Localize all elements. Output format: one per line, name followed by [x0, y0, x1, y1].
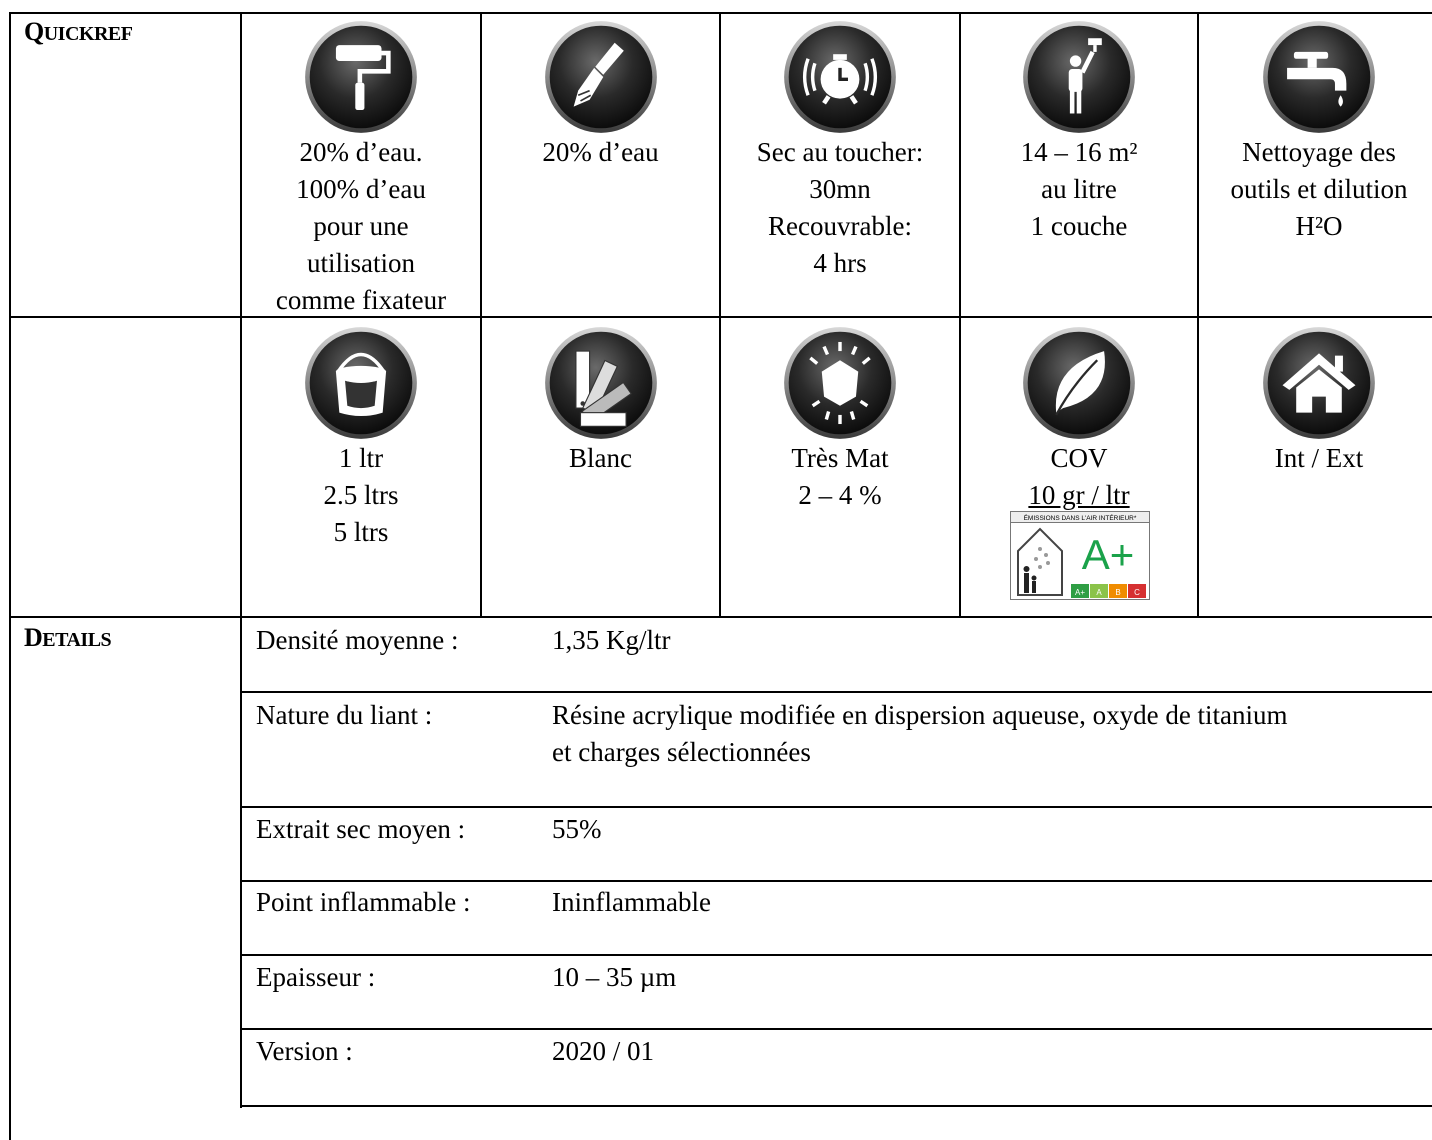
cell-line: 14 – 16 m²	[1020, 137, 1138, 167]
details-bottom-divider	[240, 1105, 1432, 1107]
detail-label-binder: Nature du liant :	[256, 700, 433, 730]
detail-label-version: Version :	[256, 1036, 353, 1066]
cell-line: 1 ltr	[338, 443, 384, 473]
cell-line: Très Mat	[791, 443, 889, 473]
water-tap-icon	[1262, 20, 1376, 134]
quickref-bottom-divider	[9, 616, 1432, 618]
cell-line: 5 ltrs	[333, 517, 389, 547]
cell-line: 20% d’eau.	[299, 137, 423, 167]
quickref-cell-finish	[721, 326, 959, 514]
matte-finish-icon	[783, 326, 897, 440]
detail-value-density: 1,35 Kg/ltr	[552, 625, 671, 655]
paint-brush-icon	[544, 20, 658, 134]
detail-value-thickness: 10 – 35 µm	[552, 962, 677, 992]
table-left-border	[9, 12, 11, 1140]
quickref-cell-use	[1199, 326, 1432, 477]
detail-value-dry-extract: 55%	[552, 814, 602, 844]
detail-value-flash-point: Ininflammable	[552, 887, 711, 917]
quickref-cell-coverage	[961, 20, 1197, 245]
cell-line: Blanc	[569, 443, 632, 473]
cell-line: pour une	[313, 211, 409, 241]
section-label-quickref: QUICKREF	[24, 17, 133, 46]
detail-label-flash-point: Point inflammable :	[256, 887, 471, 917]
emission-badge-header: ÉMISSIONS DANS L'AIR INTÉRIEUR*	[1023, 515, 1137, 522]
cell-line: 10 gr / ltr	[1028, 480, 1130, 510]
details-row-divider	[240, 691, 1432, 693]
color-swatch-fan-icon	[544, 326, 658, 440]
detail-value-binder-line2: et charges sélectionnées	[552, 737, 811, 767]
quickref-cell-dilution-brush	[482, 20, 719, 171]
emission-label-badge	[1010, 511, 1150, 601]
cell-line: COV	[1050, 443, 1108, 473]
emission-grade: A+	[1081, 531, 1135, 578]
alarm-clock-icon	[783, 20, 897, 134]
cell-line: comme fixateur	[275, 285, 447, 315]
cell-line: 100% d’eau	[296, 174, 426, 204]
details-row-divider	[240, 1028, 1432, 1030]
cell-line: 2.5 ltrs	[323, 480, 399, 510]
house-icon	[1262, 326, 1376, 440]
details-row-divider	[240, 954, 1432, 956]
emission-scale-c: C	[1134, 588, 1140, 597]
details-row-divider	[240, 806, 1432, 808]
detail-label-dry-extract: Extrait sec moyen :	[256, 814, 466, 844]
emission-scale-a: A	[1096, 588, 1102, 597]
quickref-cell-voc	[961, 326, 1197, 514]
leaf-icon	[1022, 326, 1136, 440]
cell-line: Recouvrable:	[768, 211, 912, 241]
cell-line: 1 couche	[1030, 211, 1128, 241]
cell-line: 4 hrs	[813, 248, 867, 278]
cell-line: 30mn	[809, 174, 871, 204]
quickref-cell-color	[482, 326, 719, 477]
quickref-cell-drying-time	[721, 20, 959, 282]
quickref-cell-cleaning	[1199, 20, 1432, 245]
cell-line: H²O	[1295, 211, 1343, 241]
cell-line: 2 – 4 %	[798, 480, 882, 510]
cell-line: 20% d’eau	[542, 137, 659, 167]
detail-label-thickness: Epaisseur :	[256, 962, 376, 992]
cell-line: au litre	[1041, 174, 1117, 204]
quickref-cell-packaging	[242, 326, 480, 551]
person-painting-wall-icon	[1022, 20, 1136, 134]
detail-value-binder: Résine acrylique modifiée en dispersion aqueuse, oxyde de titanium	[552, 700, 1288, 730]
quickref-cell-dilution-roller	[242, 20, 480, 319]
paint-bucket-icon	[304, 326, 418, 440]
details-row-divider	[240, 880, 1432, 882]
cell-line: outils et dilution	[1230, 174, 1408, 204]
cell-line: Sec au toucher:	[756, 137, 924, 167]
cell-line: Nettoyage des	[1242, 137, 1396, 167]
emission-scale-b: B	[1115, 588, 1121, 597]
emission-scale-a-plus: A+	[1074, 588, 1086, 597]
detail-label-density: Densité moyenne :	[256, 625, 459, 655]
detail-value-version: 2020 / 01	[552, 1036, 655, 1066]
section-label-details: DETAILS	[24, 623, 112, 652]
cell-line: utilisation	[307, 248, 415, 278]
cell-line: Int / Ext	[1274, 443, 1364, 473]
paint-roller-icon	[304, 20, 418, 134]
